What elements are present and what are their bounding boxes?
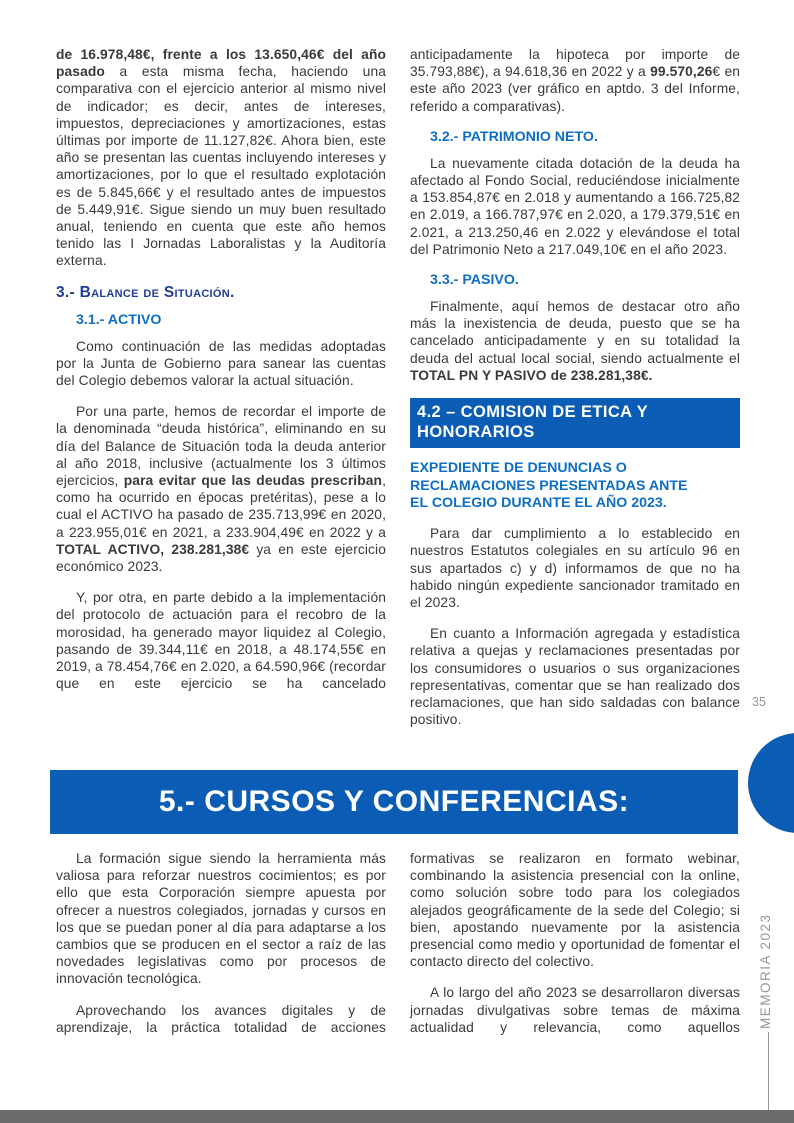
paragraph-deuda-historica bbox=[56, 403, 386, 575]
heading-balance-de-situacion: 3.- Balance de Situación. bbox=[56, 283, 235, 301]
paragraph-fondo-social: La nuevamente citada dotación de la deuda ha afectado al Fondo Social, reduciéndose inicialmente a 153.854,87€ en 2.018 y aumentando a 166.725,82 en 2.019, a 166.787,97€ en 2.020, a 179.379,51€ en 2.021, a 213.250,46 en 2.022 y elevándose el total del Patrimonio Neto a 217.049,10€ en el año 2023. bbox=[410, 155, 740, 257]
paragraph-hipoteca bbox=[410, 46, 740, 115]
paragraph-medidas: Como continuación de las medidas adoptadas por la Junta de Gobierno para sanear las cuentas del Colegio debemos valorar la actual situación. bbox=[56, 338, 386, 389]
heading-patrimonio-neto: 3.2.- PATRIMONIO NETO. bbox=[430, 128, 598, 145]
page-number: 35 bbox=[752, 695, 766, 709]
paragraph-inexistencia-deuda bbox=[410, 298, 740, 384]
section-5-header bbox=[50, 770, 738, 834]
blue-semicircle-decoration bbox=[748, 733, 794, 833]
heading-activo: 3.1.- ACTIVO bbox=[76, 311, 162, 328]
text-segment: a esta misma fecha, haciendo una comparativa con el ejercicio anterior al mismo nivel de indicador; es decir, antes de intereses, impuestos, depreciaciones y amortizaciones, estas últimas por importe de 11.127,82€. Ahora bien, este año se presentan las cuentas incluyendo intereses y amortizaciones, por lo que el resultado explotación es de 5.845,66€ y el resultado antes de impuestos de 5.449,91€. Sigue siendo un muy buen resultado anual, teniendo en cuenta que este año hemos tenido las I Jornadas Laboralistas y la Auditoría externa. bbox=[56, 64, 386, 269]
paragraph-liquidez: Y, por otra, en parte debido a la implementación del protocolo de actuación para el recobro de la morosidad, ha generado mayor liquidez al Colegio, pasando de 39.344,11€ en 2018, a 48.174,55€ en 2019, a 78.454,76€ en 2.020, a 64.590,96€ (recordar que en este ejercicio se ha cancelado bbox=[56, 590, 386, 692]
side-rule-line bbox=[768, 1032, 769, 1110]
text-segment: de 16.978,48€, frente a los 13.650,46€ del año pasado bbox=[56, 47, 386, 80]
paragraph-avances-digitales: Aprovechando los avances digitales y de aprendizaje, la práctica totalidad de acciones bbox=[56, 1002, 386, 1035]
text-segment: 99.570,26 bbox=[650, 64, 713, 80]
paragraph-informacion-agregada: En cuanto a Información agregada y estadística relativa a quejas y reclamaciones presentadas por los consumidores o usuarios o sus organizaciones representativas, comentar que se han realizado dos reclamaciones, que han sido saldadas con balance positivo. bbox=[410, 626, 740, 728]
paragraph-webinar: formativas se realizaron en formato webinar, combinando la asistencia presencial con la online, como solución sobre todo para los colegiados alejados geográficamente de la sede del Colegio; si bien, apostando nuevamente por la asistencia presencial como medio y oportunidad de fomentar el contacto directo del colectivo. bbox=[410, 851, 740, 970]
top-section bbox=[56, 46, 740, 770]
text-segment: ya en este ejercicio económico 2023. bbox=[56, 541, 386, 575]
section-4-2-header: 4.2 – COMISION DE ETICA Y HONORARIOS bbox=[410, 398, 740, 448]
bottom-right-column bbox=[410, 850, 740, 1080]
paragraph-jornadas-2023: A lo largo del año 2023 se desarrollaron diversas jornadas divulgativas sobre temas de máxima actualidad y relevancia, como aquellos bbox=[410, 985, 740, 1035]
footer-bar bbox=[0, 1110, 794, 1123]
text-segment: € en este año 2023 (ver gráfico en aptdo. 3 del Informe, referido a comparativas). bbox=[410, 64, 740, 114]
paragraph-financial-result bbox=[56, 46, 386, 270]
paragraph-formacion: La formación sigue siendo la herramienta más valiosa para reforzar nuestros cocimientos; es por ello que esta Corporación siempre apuesta por ofrecer a nuestros colegiados, jornadas y cursos en los que se puedan poner al día para adaptarse a los cambios que se producen en el sector a raíz de las novedades legislativas como por procesos de innovación tecnológica. bbox=[56, 851, 386, 987]
side-label-memoria: MEMORIA 2023 bbox=[758, 913, 773, 1029]
top-left-column bbox=[56, 46, 386, 770]
text-segment: anticipadamente la hipoteca por importe de 35.793,88€), a 94.618,36 en 2022 y a bbox=[410, 47, 740, 80]
text-segment: Finalmente, aquí hemos de destacar otro año más la inexistencia de deuda, puesto que se ha cancelado anticipadamente y en su totalidad la deuda del actual local social, siendo actualmente el bbox=[410, 299, 740, 366]
bottom-left-column bbox=[56, 850, 386, 1080]
subheading-expediente-denuncias: EXPEDIENTE DE DENUNCIAS O RECLAMACIONES PRESENTADAS ANTE EL COLEGIO DURANTE EL AÑO 2023. bbox=[410, 459, 688, 512]
text-segment: para evitar que las deudas prescriban bbox=[123, 473, 383, 489]
top-right-column bbox=[410, 46, 740, 770]
bottom-section bbox=[56, 850, 740, 1080]
text-segment: TOTAL ACTIVO, 238.281,38€ bbox=[56, 541, 250, 557]
section-5-title: 5.- CURSOS Y CONFERENCIAS: bbox=[158, 785, 630, 818]
text-segment: , como ha ocurrido en épocas pretéritas), pese a lo cual el ACTIVO ha pasado de 235.713,99€ en 2020, a 223.955,01€ en 2021, a 233.904,49€ en 2022 y a bbox=[56, 473, 387, 540]
heading-pasivo: 3.3.- PASIVO. bbox=[430, 272, 519, 289]
text-segment: TOTAL PN Y PASIVO de 238.281,38€. bbox=[410, 367, 653, 383]
paragraph-estatutos: Para dar cumplimiento a lo establecido en nuestros Estatutos colegiales en su artículo 96 en sus apartados c) y d) informamos de que no ha habido ningún expediente sancionador tramitado en el 2023. bbox=[410, 526, 740, 611]
text-segment: Por una parte, hemos de recordar el importe de la denominada “deuda histórica”, eliminando en su día del Balance de Situación toda la deuda anterior al año 2018, inclusive (actualmente los 3 últimos ejercicios, bbox=[56, 404, 386, 489]
